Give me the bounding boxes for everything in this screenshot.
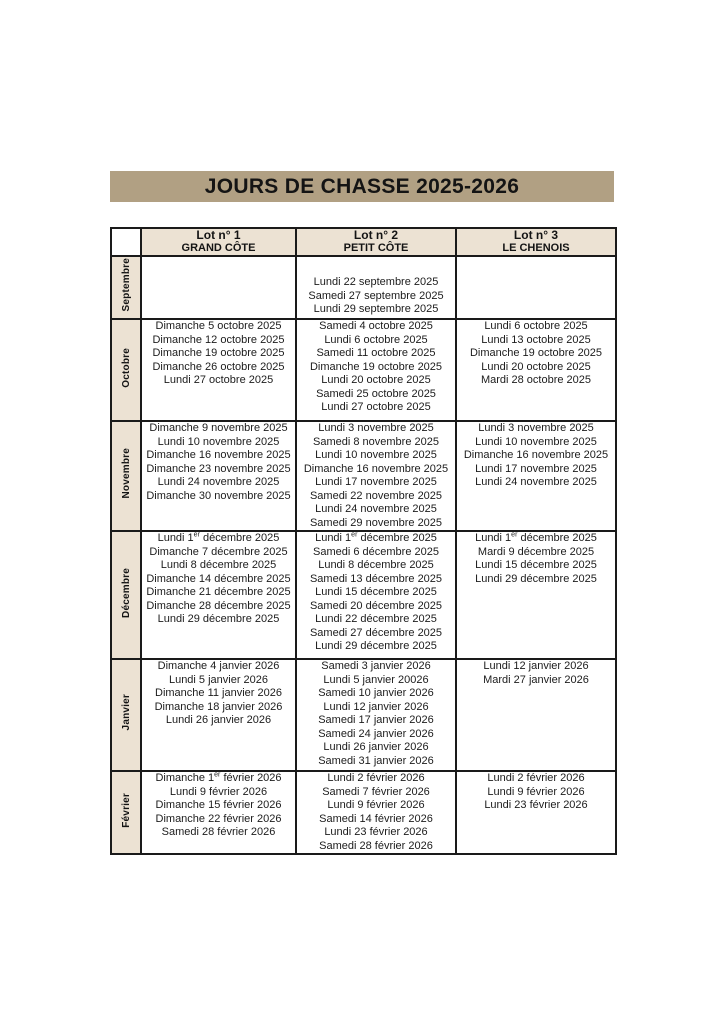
date-entry: Lundi 24 novembre 2025 — [315, 503, 437, 515]
lot-number: Lot n° 3 — [513, 228, 559, 242]
date-entry: Lundi 3 novembre 2025 — [318, 422, 434, 434]
month-row — [111, 659, 616, 771]
date-entry: Lundi 13 octobre 2025 — [481, 333, 591, 346]
date-entry: Samedi 4 octobre 2025 — [319, 320, 433, 332]
month-label-cell — [111, 421, 141, 531]
lot-header-2 — [296, 228, 456, 256]
date-entry: Dimanche 19 octobre 2025 — [309, 360, 443, 373]
page-title: JOURS DE CHASSE 2025-2026 — [110, 171, 614, 202]
date-entry: Dimanche 26 octobre 2025 — [152, 360, 285, 373]
date-entry: Samedi 31 janvier 2026 — [318, 754, 434, 767]
calendar-body — [111, 256, 616, 854]
date-entry: Lundi 1er décembre 2025 — [157, 531, 280, 544]
lot-number: Lot n° 2 — [353, 228, 399, 242]
month-row — [111, 421, 616, 531]
date-entry: Samedi 11 octobre 2025 — [316, 347, 436, 359]
date-entry: Dimanche 23 novembre 2025 — [146, 462, 291, 475]
date-entry: Lundi 10 novembre 2025 — [315, 449, 437, 461]
date-entry: Lundi 29 décembre 2025 — [315, 640, 437, 652]
date-entry: Lundi 12 janvier 2026 — [323, 700, 429, 713]
date-entry: Dimanche 5 octobre 2025 — [155, 320, 282, 332]
date-entry: Lundi 27 octobre 2025 — [321, 401, 431, 413]
date-entry: Samedi 7 février 2026 — [322, 785, 430, 798]
date-entry: Lundi 20 octobre 2025 — [481, 360, 591, 373]
month-label: Janvier — [120, 694, 132, 731]
date-entry: Samedi 24 janvier 2026 — [318, 727, 434, 740]
date-entry: Lundi 26 janvier 2026 — [323, 741, 429, 753]
date-entry: Lundi 6 octobre 2025 — [324, 333, 428, 346]
date-entry: Samedi 28 février 2026 — [161, 826, 276, 838]
date-entry: Dimanche 16 novembre 2025 — [463, 449, 609, 461]
month-label: Décembre — [120, 567, 132, 618]
dates-cell-lot-2 — [296, 256, 456, 319]
dates-cell-lot-1 — [141, 659, 296, 771]
date-entry: Lundi 29 décembre 2025 — [475, 572, 597, 585]
month-row — [111, 319, 616, 421]
date-entry: Lundi 17 novembre 2025 — [475, 462, 597, 475]
date-entry: Lundi 17 novembre 2025 — [315, 476, 437, 488]
lot-number: Lot n° 1 — [196, 228, 241, 242]
date-entry: Mardi 28 octobre 2025 — [480, 374, 592, 386]
dates-cell-lot-3 — [456, 319, 616, 421]
dates-cell-lot-1 — [141, 256, 296, 319]
date-entry: Samedi 3 janvier 2026 — [321, 660, 431, 672]
date-entry: Lundi 23 février 2026 — [484, 799, 588, 811]
dates-cell-lot-3 — [456, 421, 616, 531]
date-entry: Lundi 8 décembre 2025 — [318, 559, 434, 571]
dates-cell-lot-1 — [141, 531, 296, 659]
date-entry: Samedi 22 novembre 2025 — [309, 489, 443, 502]
date-entry: Lundi 10 novembre 2025 — [157, 435, 280, 448]
date-entry: Lundi 20 octobre 2025 — [321, 374, 431, 386]
date-entry: Mardi 27 janvier 2026 — [483, 673, 589, 686]
month-label: Février — [120, 792, 132, 828]
lot-name: LE CHENOIS — [502, 242, 570, 254]
month-row — [111, 256, 616, 319]
date-entry: Samedi 13 décembre 2025 — [309, 572, 443, 585]
date-entry: Samedi 28 février 2026 — [319, 839, 433, 852]
date-entry: Lundi 15 décembre 2025 — [315, 586, 437, 598]
date-entry: Dimanche 15 février 2026 — [155, 799, 282, 811]
date-entry: Lundi 2 février 2026 — [327, 772, 425, 784]
date-entry: Samedi 14 février 2026 — [319, 812, 433, 825]
dates-cell-lot-2 — [296, 319, 456, 421]
date-entry: Dimanche 7 décembre 2025 — [149, 545, 288, 558]
date-entry: Samedi 25 octobre 2025 — [316, 387, 436, 400]
date-entry: Dimanche 11 janvier 2026 — [155, 687, 282, 699]
date-entry: Mardi 9 décembre 2025 — [477, 545, 595, 558]
date-entry: Lundi 2 février 2026 — [487, 772, 585, 784]
date-entry: Dimanche 12 octobre 2025 — [152, 333, 285, 346]
month-label-cell — [111, 531, 141, 659]
date-entry: Samedi 8 novembre 2025 — [313, 435, 439, 448]
dates-cell-lot-2 — [296, 659, 456, 771]
date-entry: Samedi 29 novembre 2025 — [309, 516, 443, 529]
date-entry: Dimanche 16 novembre 2025 — [146, 449, 291, 461]
date-entry: Lundi 12 janvier 2026 — [483, 660, 589, 672]
date-entry: Lundi 22 septembre 2025 — [313, 276, 439, 288]
date-entry: Samedi 27 décembre 2025 — [309, 626, 443, 639]
date-entry: Dimanche 21 décembre 2025 — [146, 586, 291, 598]
date-entry: Lundi 5 janvier 20026 — [323, 673, 429, 686]
date-entry: Samedi 27 septembre 2025 — [308, 289, 444, 302]
dates-cell-lot-2 — [296, 531, 456, 659]
dates-cell-lot-3 — [456, 771, 616, 854]
month-row — [111, 531, 616, 659]
date-entry: Lundi 15 décembre 2025 — [475, 559, 597, 571]
dates-cell-lot-3 — [456, 531, 616, 659]
date-entry: Samedi 6 décembre 2025 — [313, 545, 439, 558]
date-entry: Dimanche 18 janvier 2026 — [154, 700, 283, 713]
date-entry: Dimanche 4 janvier 2026 — [157, 660, 280, 672]
date-entry: Dimanche 9 novembre 2025 — [149, 422, 288, 434]
date-entry: Dimanche 19 octobre 2025 — [152, 347, 285, 359]
date-entry: Lundi 9 février 2026 — [327, 799, 425, 811]
date-entry: Dimanche 1er février 2026 — [155, 771, 282, 784]
date-entry: Dimanche 28 décembre 2025 — [146, 599, 291, 612]
month-label-cell — [111, 771, 141, 854]
date-entry: Lundi 1er décembre 2025 — [475, 531, 597, 544]
month-label-cell — [111, 256, 141, 319]
date-entry: Lundi 23 février 2026 — [324, 826, 428, 838]
month-label: Novembre — [120, 448, 132, 499]
date-entry: Dimanche 30 novembre 2025 — [146, 489, 291, 502]
date-entry: Lundi 10 novembre 2025 — [475, 435, 597, 448]
date-entry: Samedi 17 janvier 2026 — [318, 714, 434, 726]
date-entry: Samedi 20 décembre 2025 — [309, 599, 443, 612]
date-entry: Lundi 9 février 2026 — [487, 785, 585, 798]
date-entry: Samedi 10 janvier 2026 — [318, 687, 434, 699]
date-entry: Lundi 9 février 2026 — [169, 785, 268, 798]
header-row — [111, 228, 616, 256]
date-entry: Dimanche 22 février 2026 — [155, 812, 282, 825]
dates-cell-lot-1 — [141, 771, 296, 854]
dates-cell-lot-3 — [456, 659, 616, 771]
header-spacer-cell — [111, 228, 141, 256]
month-label: Septembre — [120, 258, 132, 312]
date-entry: Dimanche 14 décembre 2025 — [146, 572, 291, 585]
month-label-cell — [111, 319, 141, 421]
date-entry: Lundi 6 octobre 2025 — [484, 320, 588, 332]
lot-name: GRAND CÔTE — [181, 242, 256, 254]
lot-header-3 — [456, 228, 616, 256]
dates-cell-lot-2 — [296, 771, 456, 854]
date-entry: Lundi 26 janvier 2026 — [165, 714, 272, 726]
date-entry: Lundi 3 novembre 2025 — [478, 422, 594, 434]
date-entry: Lundi 27 octobre 2025 — [163, 374, 274, 386]
date-entry: Lundi 29 décembre 2025 — [157, 613, 280, 625]
date-entry: Lundi 24 novembre 2025 — [475, 476, 597, 488]
date-entry: Lundi 24 novembre 2025 — [157, 476, 280, 488]
date-entry: Lundi 22 décembre 2025 — [315, 613, 437, 625]
date-entry: Lundi 29 septembre 2025 — [313, 303, 439, 315]
month-row — [111, 771, 616, 854]
lot-name: PETIT CÔTE — [343, 242, 409, 254]
hunting-days-table — [110, 227, 617, 855]
month-label-cell — [111, 659, 141, 771]
month-label: Octobre — [120, 347, 132, 388]
date-entry: Lundi 5 janvier 2026 — [168, 673, 269, 686]
date-entry: Lundi 8 décembre 2025 — [160, 559, 277, 571]
dates-cell-lot-2 — [296, 421, 456, 531]
dates-cell-lot-3 — [456, 256, 616, 319]
lot-header-1 — [141, 228, 296, 256]
dates-cell-lot-1 — [141, 421, 296, 531]
date-entry: Dimanche 19 octobre 2025 — [469, 347, 603, 359]
date-entry: Dimanche 16 novembre 2025 — [303, 462, 449, 475]
date-entry: Lundi 1er décembre 2025 — [315, 531, 437, 544]
dates-cell-lot-1 — [141, 319, 296, 421]
